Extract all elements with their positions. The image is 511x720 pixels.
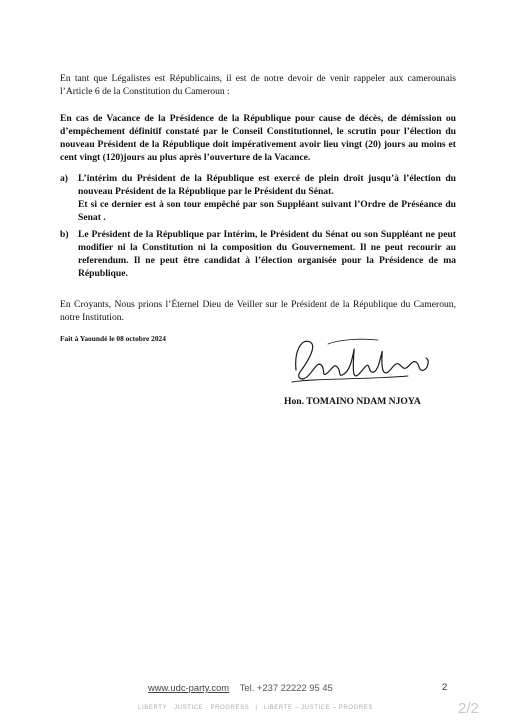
list-item-text: Le Président de la République par Intérim, le Président du Sénat ou son Suppléant ne peut modifier ni la Constitution ni la composition du Gouvernement. Il ne peut recourir au referendum. Il ne peut être candidat à l’élection organisée pour la Présidence de ma République. bbox=[78, 229, 456, 279]
list-item-text: L’intérim du Président de la République est exercé de plein droit jusqu’à l’élection du nouveau Président de la République par le Président du Sénat. bbox=[78, 173, 456, 197]
list-item-text-continued: Et si ce dernier est à son tour empêché par son Suppléant suivant l’Ordre de Préséance du Senat . bbox=[78, 199, 456, 223]
closing-paragraph: En Croyants, Nous prions l’Éternel Dieu de Veiller sur le Président de la République du Cameroun, notre Institution. bbox=[60, 299, 456, 323]
list-marker: b) bbox=[60, 229, 69, 240]
list-item bbox=[60, 228, 456, 280]
place-date: Fait à Yaoundé le 08 octobre 2024 bbox=[60, 334, 166, 343]
handwritten-signature bbox=[288, 330, 438, 400]
page-counter: 2/2 bbox=[458, 700, 479, 717]
website-link[interactable]: www.udc-party.com bbox=[148, 682, 230, 693]
list-marker: a) bbox=[60, 173, 68, 184]
motto-french: LIBERTE – JUSTICE – PROGRES bbox=[263, 705, 373, 711]
footer-motto bbox=[0, 705, 511, 711]
intro-paragraph: En tant que Légalistes est Républicains, il est de notre devoir de venir rappeler aux camerounais l’Article 6 de la Constitution du Cameroun : bbox=[60, 73, 456, 97]
motto-english: LIBERTY · JUSTICE · PROGRESS bbox=[138, 705, 250, 711]
constitution-article-paragraph: En cas de Vacance de la Présidence de la République pour cause de décès, de démission ou d’empêchement définitif constaté par le Conseil Constitutionnel, le scrutin pour l’élection du nouveau Président de la République doit impérativement avoir lieu vingt (20) jours au moins et cent vingt (120)jours au plus après l’ouverture de la Vacance. bbox=[60, 113, 456, 163]
phone-number: Tel. +237 22222 95 45 bbox=[239, 682, 333, 693]
motto-separator: | bbox=[255, 705, 258, 711]
page-number: 2 bbox=[442, 682, 448, 693]
signatory-name: Hon. TOMAINO NDAM NJOYA bbox=[284, 396, 421, 407]
list-item bbox=[60, 172, 456, 224]
footer-contact bbox=[148, 682, 333, 693]
